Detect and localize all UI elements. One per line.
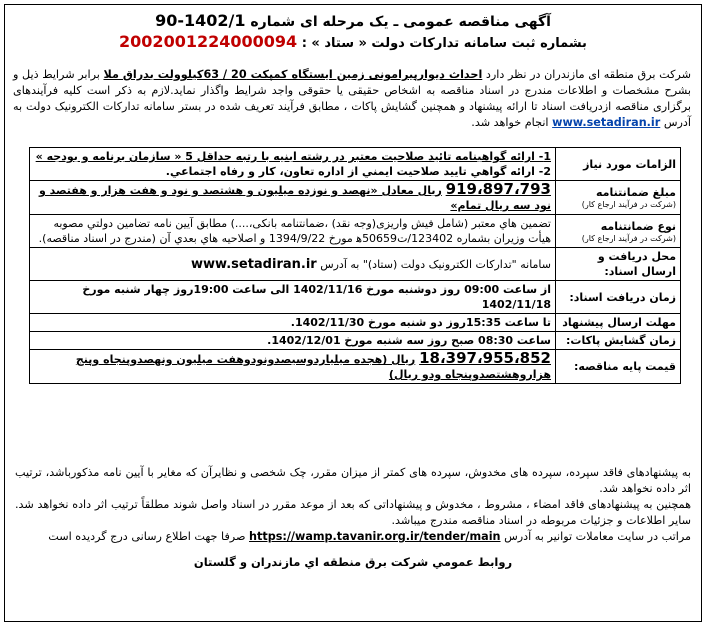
row-guarantee-type <box>30 215 681 248</box>
tender-details-table <box>29 147 681 384</box>
opening-label: زمان گشایش پاکات: <box>556 332 681 350</box>
row-base-price <box>30 350 681 384</box>
project-title: احداث دیوارپیرامونی زمین ایستگاه کمپکت 20 / 63کیلوولت بدراق ملا <box>103 68 483 81</box>
guarantee-amount-number: 919،897،793 <box>445 180 551 198</box>
guarantee-amount-words: ريال معادل «نهصد و نوزده میلیون و هشتصد و نود و هفت هزار و هفتصد و نود سه ریال تمام» <box>38 184 551 212</box>
row-opening <box>30 332 681 350</box>
doc-place-label: محل دریافت و ارسال اسناد: <box>556 248 681 281</box>
doc-time-label: زمان دریافت اسناد: <box>556 281 681 314</box>
notice-header <box>5 11 701 54</box>
footer-note-2: همچنین به پیشنهادهای فاقد امضاء ، مشروط ، مخدوش و پیشنهاداتی که بعد از موعد مقرر در اسناد واصل شوند مطلقاً ترتیب اثر داده نخواهد شد. سایر اطلاعات و جزئیات مربوطه در اسناد مناقصه مندرج میباشد. <box>15 498 691 527</box>
guarantee-type-sub: (شرکت در فرآیند ارجاع کار) <box>581 233 676 243</box>
intro-text-2: برابر شرایط ذیل و بشرح مشخصات و اطلاعات مندرج در اسناد مناقصه به اشخاص حقیقی یا حقوقی واجد شرایط واگذار نماید.لازم به ذکر است کلیه فرآیندهای برگزاری مناقصه ازدریافت اسناد تا ارائه پیشنهاد و همچنین گشایش پاکات ، مطابق فرآیند تعریف شده در بستر سامانه تدارکات الکترونیک دولت به آدرس <box>13 68 691 129</box>
doc-time-value: از ساعت 09:00 روز دوشنبه مورخ 1402/11/16 الی ساعت 19:00روز چهار شنبه مورخ 1402/11/18 <box>30 281 556 314</box>
guarantee-type-label-text: نوع ضمانتنامه <box>600 219 676 233</box>
doc-place-text: سامانه "تدارکات الکترونیک دولت (ستاد)" به آدرس <box>320 257 551 271</box>
deadline-value: تا ساعت 15:35روز دو شنبه مورخ 1402/11/30. <box>30 314 556 332</box>
deadline-label: مهلت ارسال پیشنهاد <box>556 314 681 332</box>
doc-place-link[interactable]: www.setadiran.ir <box>191 256 317 272</box>
setad-code: 2002001224000094 <box>119 32 298 51</box>
signature: روابط عمومي شرکت برق منطقه اي مازندران و گلستان <box>193 555 513 569</box>
base-price-words: ريال (هجده میلیاردوسیصدونودوهفت میلیون ونهصدوپنجاه وپنج هزاروهشتصدوپنجاه ودو ریال) <box>75 353 551 381</box>
base-price-number: 18،397،955،852 <box>419 349 551 367</box>
base-price-label: قیمت پایه مناقصه: <box>556 350 681 384</box>
requirements-label: الزامات مورد نیاز <box>556 148 681 181</box>
row-doc-place <box>30 248 681 281</box>
guarantee-type-value: تضمین هاي معتبر (شامل فیش واریزی(وجه نقد) ،ضمانتنامه بانکی،....) مطابق آيين نامه تضامين دولتي مصوبه هيأت وزيران بشماره 123402/ت50659ﻫ مورخ 1394/9/22 و اصلاحیه هاي بعدي آن (مندرج در اسناد مناقصه). <box>30 215 556 248</box>
notice-number: 1402/1-90 <box>155 11 246 30</box>
base-price-value <box>30 350 556 384</box>
doc-place-value <box>30 248 556 281</box>
notice-title: آگهی مناقصه عمومی ـ یک مرحله ای <box>299 14 551 30</box>
guarantee-amount-value <box>30 181 556 215</box>
row-doc-time <box>30 281 681 314</box>
opening-value: ساعت 08:30 صبح روز سه شنبه مورخ 1402/12/01. <box>30 332 556 350</box>
intro-text-1: شرکت برق منطقه ای مازندران در نظر دارد <box>485 68 691 81</box>
guarantee-amount-label-text: مبلغ ضمانتنامه <box>596 186 676 199</box>
notice-frame <box>4 4 702 622</box>
requirement-item-2: 2- ارائه گواهي تاييد صلاحيت ايمني از اداره تعاون، كار و رفاه اجتماعي. <box>165 165 551 178</box>
guarantee-amount-label <box>556 181 681 215</box>
row-guarantee-amount <box>30 181 681 215</box>
guarantee-amount-sub: (شرکت در فرآیند ارجاع کار) <box>581 200 676 209</box>
footer-note-1: به پیشنهادهای فاقد سپرده، سپرده های مخدوش، سپرده های کمتر از میزان مقرر، چک شخصی و نظایرآن که مغایر با آیین نامه مذکورباشد، ترتیب اثر داده نخواهد شد. <box>15 466 691 495</box>
setad-label: بشماره ثبت سامانه تدارکات دولت « ستاد » : <box>301 36 587 51</box>
tavanir-link[interactable]: https://wamp.tavanir.org.ir/tender/main <box>249 530 501 543</box>
intro-paragraph <box>13 67 691 131</box>
requirement-item-1: 1- ارائه گواهینامه تائید صلاحیت معتبر در رشته ابنیه با رتبه حداقل 5 « سازمان برنامه و بودجه » <box>35 150 551 163</box>
notice-number-label: شماره <box>250 14 296 30</box>
footer-note-3b: صرفا جهت اطلاع رسانی درج گردیده است <box>48 530 246 543</box>
row-requirements <box>30 148 681 181</box>
guarantee-type-label <box>556 215 681 248</box>
intro-text-3: انجام خواهد شد. <box>471 116 549 129</box>
row-deadline <box>30 314 681 332</box>
footer-note-3 <box>15 529 691 545</box>
footer-note-3a: مراتب در سایت معاملات توانیر به آدرس <box>504 530 691 543</box>
footer-notes <box>15 465 691 545</box>
setad-link[interactable]: www.setadiran.ir <box>552 116 661 129</box>
requirements-value <box>30 148 556 181</box>
